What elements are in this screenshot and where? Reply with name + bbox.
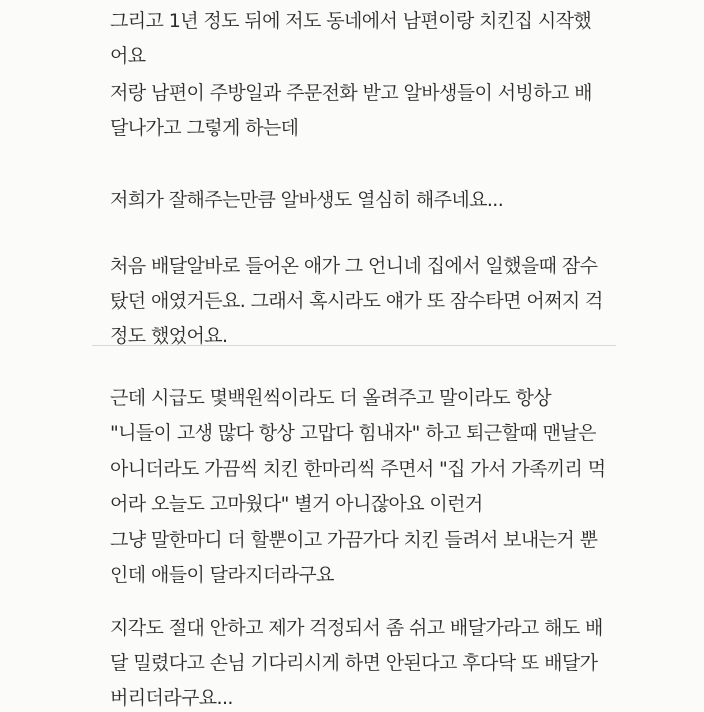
text-line: 지각도 절대 안하고 제가 걱정되서 좀 쉬고 배달가라고 해도 배 [110, 617, 603, 639]
text-line: 처음 배달알바로 들어온 애가 그 언니네 집에서 일했을때 잠수 [110, 255, 598, 277]
text-line: "니들이 고생 많다 항상 고맙다 힘내자" 하고 퇴근할때 맨날은 [110, 422, 596, 444]
text-line: 저랑 남편이 주방일과 주문전화 받고 알바생들이 서빙하고 배 [110, 82, 592, 104]
text-line: 저희가 잘해주는만큼 알바생도 열심히 해주네요... [110, 189, 504, 211]
text-line: 그냥 말한마디 더 할뿐이고 가끔가다 치킨 들려서 보내는거 뿐 [110, 529, 598, 551]
text-line: 정도 했었어요. [110, 325, 228, 347]
text-line: 그리고 1년 정도 뒤에 저도 동네에서 남편이랑 치킨집 시작했 [110, 10, 592, 32]
text-line: 버리더라구요... [110, 687, 233, 709]
text-line: 근데 시급도 몇백원씩이라도 더 올려주고 말이라도 항상 [110, 387, 551, 409]
text-line: 어라 오늘도 고마웠다" 별거 아니잖아요 이런거 [110, 493, 483, 515]
text-line: 아니더라도 가끔씩 치킨 한마리씩 주면서 "집 가서 가족끼리 먹 [110, 458, 606, 480]
text-line: 달 밀렸다고 손님 기다리시게 하면 안된다고 후다닥 또 배달가 [110, 652, 598, 674]
text-line: 인데 애들이 달라지더라구요 [110, 564, 334, 586]
text-line: 어요 [110, 45, 146, 67]
text-line: 탔던 애였거든요. 그래서 혹시라도 얘가 또 잠수타면 어쩌지 걱 [110, 290, 603, 312]
text-line: 달나가고 그렇게 하는데 [110, 117, 299, 139]
screenshot-divider [92, 345, 616, 346]
